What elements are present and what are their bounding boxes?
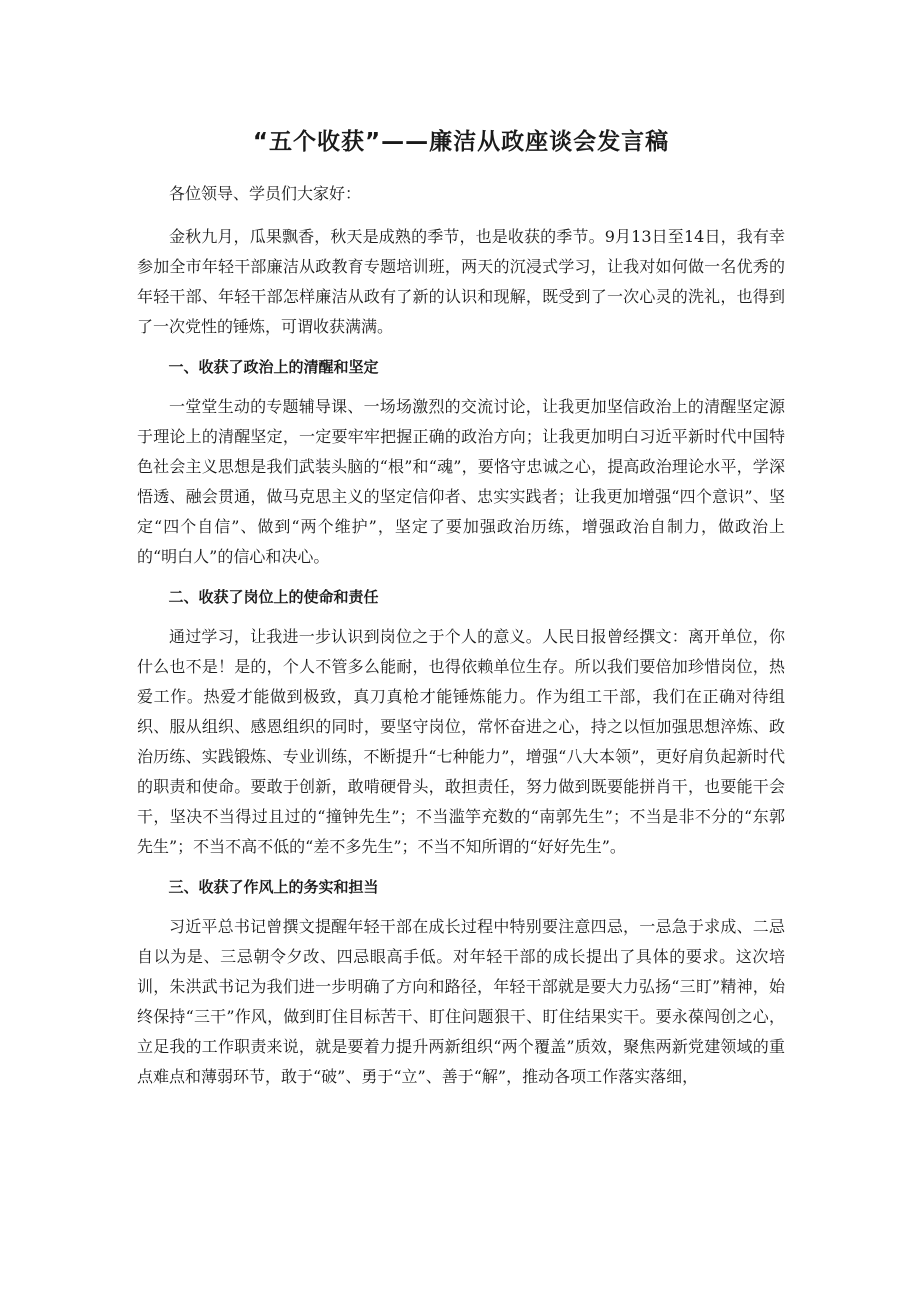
greeting: 各位领导、学员们大家好： [169, 184, 362, 203]
section-heading: 一、收获了政治上的清醒和坚定 [168, 358, 379, 376]
section-body: 一堂堂生动的专题辅导课、一场场激烈的交流讨论，让我更加坚信政治上的清醒坚定源于理论上的清醒坚定，一定要牢牢把握正确的政治方向；让我更加明白习近平新时代中国特色社会主义思想是我们武装头脑的“根”和“魂”，要恪守忠诚之心，提高政治理论水平，学深悟透、融会贯通，做马克思主义的坚定信仰者、忠实实践者；让我更加增强“四个意识”、坚定“四个自信”、做到“两个维护”，坚定了要加强政治历练，增强政治自制力，做政治上的“明白人”的信心和决心。 [137, 397, 785, 566]
intro-paragraph: 金秋九月，瓜果飘香，秋天是成熟的季节，也是收获的季节。9月13日至14日，我有幸参加全市年轻干部廉洁从政教育专题培训班，两天的沉浸式学习，让我对如何做一名优秀的年轻干部、年轻干部怎样廉洁从政有了新的认识和现解，既受到了一次心灵的洗礼，也得到了一次党性的锤炼，可谓收获满满。 [137, 227, 785, 336]
section-heading: 三、收获了作风上的务实和担当 [168, 878, 379, 896]
section-3 [137, 872, 785, 1092]
document-page [137, 125, 785, 1102]
section-body: 习近平总书记曾撰文提醒年轻干部在成长过程中特别要注意四忌，一忌急于求成、二忌自以为是、三忌朝令夕改、四忌眼高手低。对年轻干部的成长提出了具体的要求。这次培训，朱洪武书记为我们进一步明确了方向和路径，年轻干部就是要大力弘扬“三盯”精神，始终保持“三干”作风，做到盯住目标苦干、盯住问题狠干、盯住结果实干。要永葆闯创之心，立足我的工作职责来说，就是要着力提升两新组织“两个覆盖”质效，聚焦两新党建领域的重点难点和薄弱环节，敢于“破”、勇于“立”、善于“解”，推动各项工作落实落细， [137, 917, 785, 1086]
section-body: 通过学习，让我进一步认识到岗位之于个人的意义。人民日报曾经撰文：离开单位，你什么也不是！是的，个人不管多么能耐，也得依赖单位生存。所以我们要倍加珍惜岗位，热爱工作。热爱才能做到极致，真刀真枪才能锤炼能力。作为组工干部，我们在正确对待组织、服从组织、感恩组织的同时，要坚守岗位，常怀奋进之心，持之以恒加强思想淬炼、政治历练、实践锻炼、专业训练，不断提升“七种能力”，增强“八大本领”，更好肩负起新时代的职责和使命。要敢于创新，敢啃硬骨头，敢担责任，努力做到既要能拼肖干，也要能干会干，坚决不当得过且过的“撞钟先生”；不当滥竽充数的“南郭先生”；不当是非不分的“东郭先生”；不当不高不低的“差不多先生”；不当不知所谓的“好好先生”。 [137, 627, 785, 856]
document-title: “五个收获”——廉洁从政座谈会发言稿 [252, 129, 670, 155]
section-2 [137, 582, 785, 862]
section-1 [137, 352, 785, 572]
section-heading: 二、收获了岗位上的使命和责任 [168, 588, 379, 606]
